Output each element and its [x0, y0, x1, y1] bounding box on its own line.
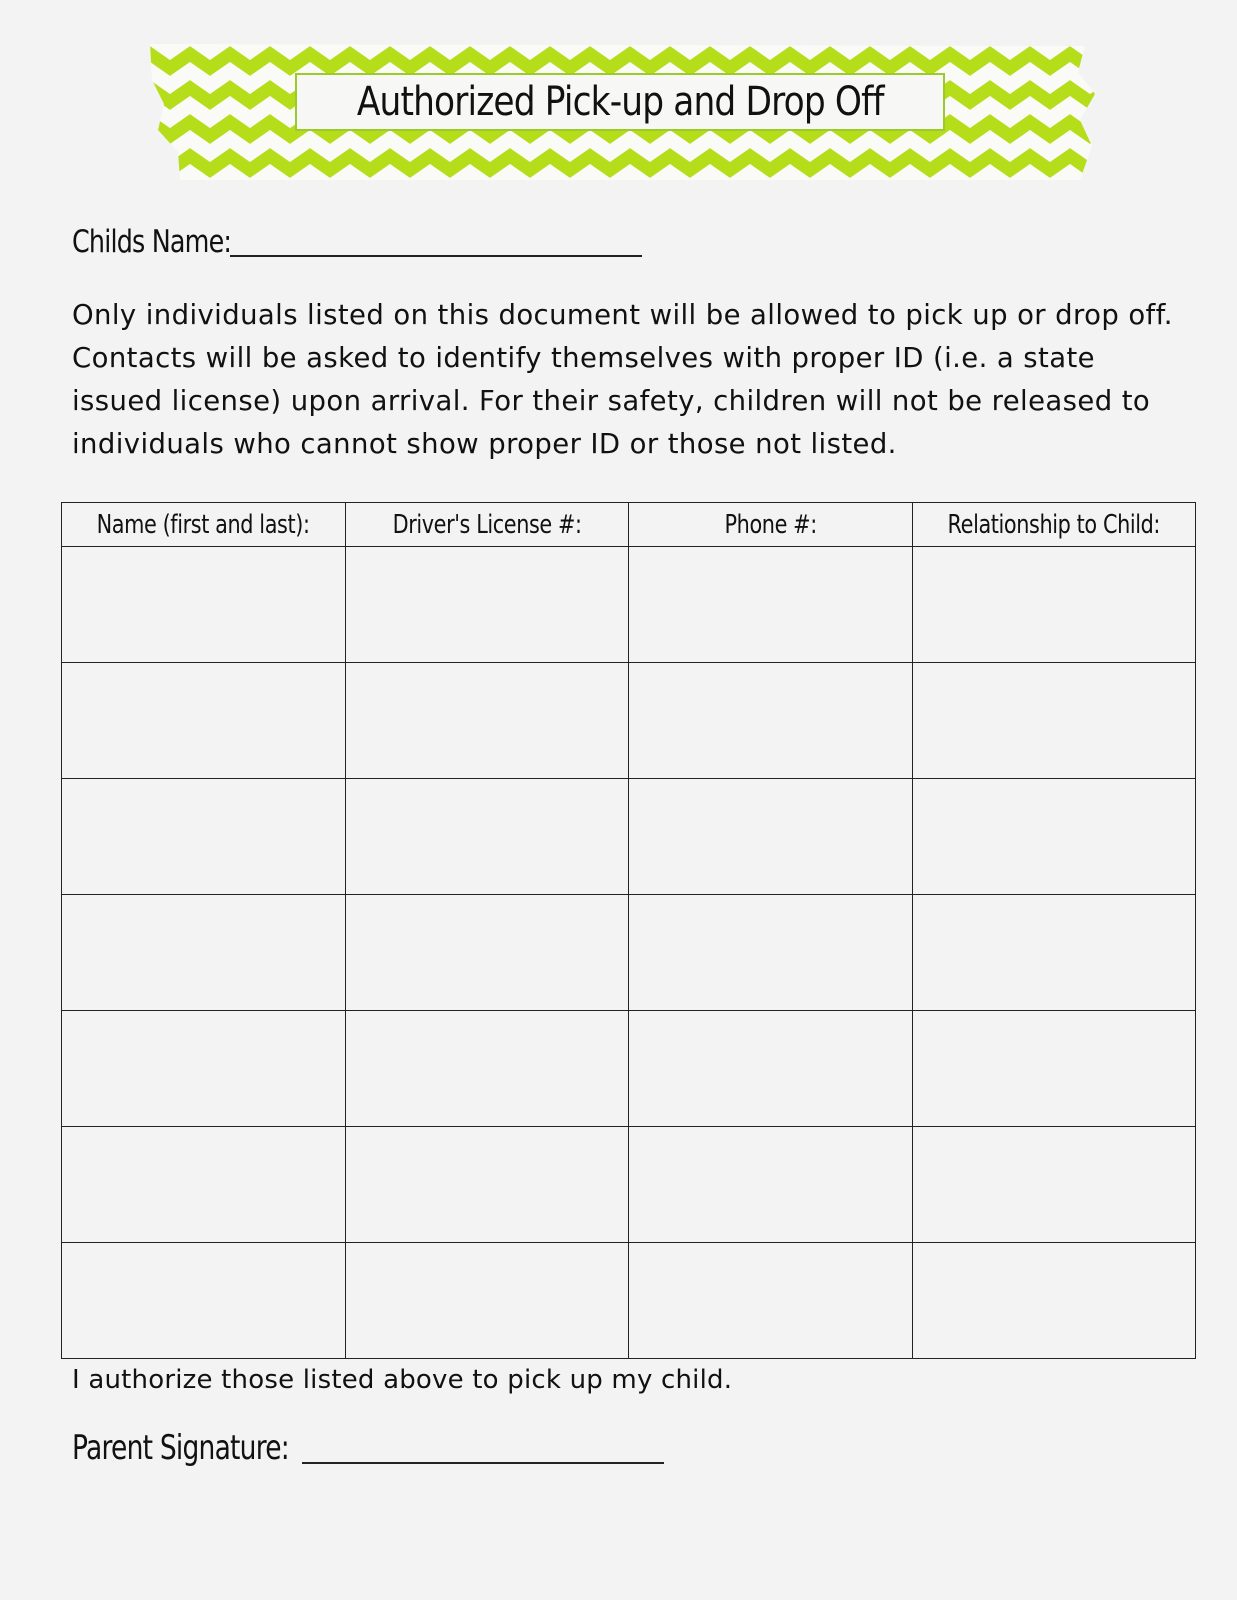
table-header-row	[62, 503, 1196, 547]
table-cell[interactable]	[345, 1011, 629, 1127]
parent-signature-label: Parent Signature:	[72, 1428, 289, 1468]
page-title: Authorized Pick-up and Drop Off	[356, 79, 884, 125]
parent-signature-row	[72, 1428, 664, 1468]
table-cell[interactable]	[629, 895, 913, 1011]
table-cell[interactable]	[629, 779, 913, 895]
table-cell[interactable]	[912, 779, 1196, 895]
child-name-row	[72, 224, 642, 260]
authorization-statement: I authorize those listed above to pick up my child.	[72, 1365, 733, 1395]
table-row	[62, 547, 1196, 663]
table-cell[interactable]	[629, 547, 913, 663]
table-cell[interactable]	[345, 1243, 629, 1359]
title-box	[295, 73, 945, 131]
table-cell[interactable]	[912, 663, 1196, 779]
table-row	[62, 663, 1196, 779]
table-cell[interactable]	[345, 663, 629, 779]
table-row	[62, 1243, 1196, 1359]
table-cell[interactable]	[62, 895, 346, 1011]
table-cell[interactable]	[345, 547, 629, 663]
parent-signature-field[interactable]	[302, 1462, 664, 1464]
table-cell[interactable]	[629, 1127, 913, 1243]
child-name-label: Childs Name:	[72, 224, 232, 260]
table-cell[interactable]	[912, 547, 1196, 663]
table-cell[interactable]	[62, 1243, 346, 1359]
table-cell[interactable]	[912, 1011, 1196, 1127]
column-header-relationship: Relationship to Child:	[912, 503, 1196, 547]
table-cell[interactable]	[912, 1243, 1196, 1359]
instructions-paragraph: Only individuals listed on this document will be allowed to pick up or drop off. Contacts will be asked to identify themselves with proper ID (i.e. a state issued license) upon arrival. For their safety, children will not be released to individuals who cannot show proper ID or those not listed.	[72, 299, 1173, 460]
table-cell[interactable]	[62, 779, 346, 895]
column-header-phone: Phone #:	[629, 503, 913, 547]
table-row	[62, 1011, 1196, 1127]
table-cell[interactable]	[62, 1127, 346, 1243]
table-cell[interactable]	[345, 895, 629, 1011]
table-cell[interactable]	[62, 663, 346, 779]
table-cell[interactable]	[62, 547, 346, 663]
column-header-name: Name (first and last):	[62, 503, 346, 547]
table-cell[interactable]	[912, 895, 1196, 1011]
table-cell[interactable]	[629, 1243, 913, 1359]
table-cell[interactable]	[629, 1011, 913, 1127]
table-cell[interactable]	[345, 1127, 629, 1243]
table-cell[interactable]	[629, 663, 913, 779]
table-cell[interactable]	[912, 1127, 1196, 1243]
child-name-field[interactable]	[230, 255, 642, 257]
authorized-contacts-table	[61, 502, 1196, 1359]
table-row	[62, 779, 1196, 895]
table-cell[interactable]	[345, 779, 629, 895]
column-header-license: Driver's License #:	[345, 503, 629, 547]
table-cell[interactable]	[62, 1011, 346, 1127]
table-row	[62, 895, 1196, 1011]
table-row	[62, 1127, 1196, 1243]
